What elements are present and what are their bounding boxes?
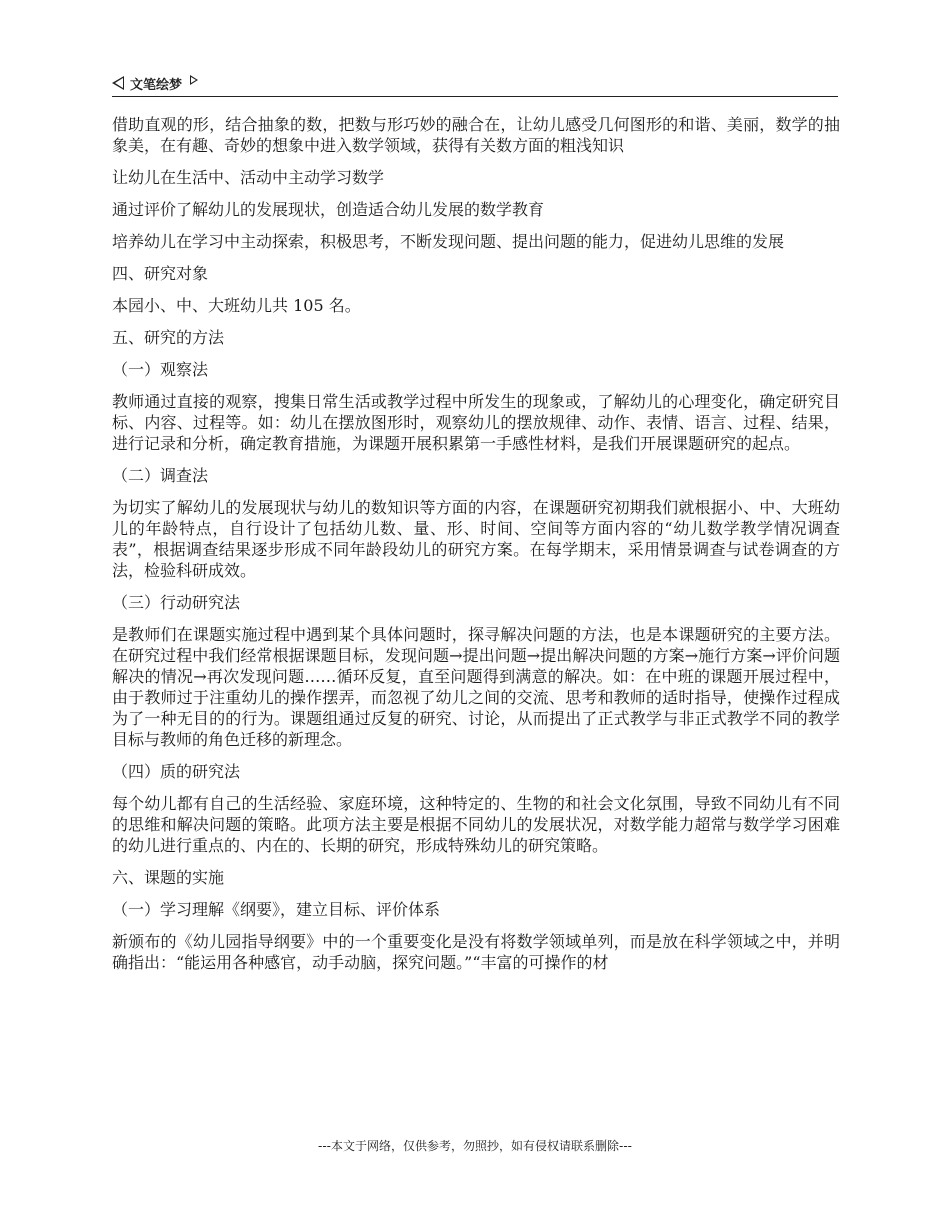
- heading-implementation: 六、课题的实施: [112, 868, 225, 887]
- page-header: [112, 70, 838, 97]
- triangle-right-icon: [190, 75, 198, 85]
- paragraph-qualitative: 每个幼儿都有自己的生活经验、家庭环境，这种特定的、生物的和社会文化氛围，导致不同幼儿有不同的思维和解决问题的策略。此项方法主要是根据不同幼儿的发展状况，对数学能力超常与数学学习困难的幼儿进行重点的、内在的、长期的研究，形成特殊幼儿的研究策略。: [112, 794, 840, 855]
- paragraph-goal-shape-number: 借助直观的形，结合抽象的数，把数与形巧妙的融合在，让幼儿感受几何图形的和谐、美丽，数学的抽象美，在有趣、奇妙的想象中进入数学领域，获得有关数方面的粗浅知识: [112, 115, 840, 155]
- subheading-action-research: （三）行动研究法: [112, 593, 241, 612]
- header-title: 文笔绘梦: [130, 77, 183, 93]
- paragraph-action-research: 是教师们在课题实施过程中遇到某个具体问题时，探寻解决问题的方法，也是本课题研究的主要方法。在研究过程中我们经常根据课题目标，发现问题→提出问题→提出解决问题的方案→施行方案→评价问题解决的情况→再次发现问题……循环反复，直至问题得到满意的解决。如：在中班的课题开展过程中，由于教师过于注重幼儿的操作摆弄，而忽视了幼儿之间的交流、思考和教师的适时指导，使操作过程成为了一种无目的的行为。课题组通过反复的研究、讨论，从而提出了正式教学与非正式教学不同的教学目标与教师的角色迁移的新理念。: [112, 625, 840, 749]
- paragraph-subjects: 本园小、中、大班幼儿共 105 名。: [112, 296, 361, 315]
- paragraph-observation: 教师通过直接的观察，搜集日常生活或教学过程中所发生的现象或，了解幼儿的心理变化，确定研究目标、内容、过程等。如：幼儿在摆放图形时，观察幼儿的摆放规律、动作、表情、语言、过程、结果，进行记录和分析，确定教育措施，为课题开展积累第一手感性材料，是我们开展课题研究的起点。: [112, 392, 840, 453]
- paragraph-goal-evaluation: 通过评价了解幼儿的发展现状，创造适合幼儿发展的数学教育: [112, 200, 545, 219]
- heading-research-subjects: 四、研究对象: [112, 264, 209, 283]
- heading-research-methods: 五、研究的方法: [112, 328, 225, 347]
- paragraph-goal-exploration: 培养幼儿在学习中主动探索，积极思考，不断发现问题、提出问题的能力，促进幼儿思维的发展: [112, 232, 785, 251]
- page-footer: ---本文于网络，仅供参考，勿照抄，如有侵权请联系删除---: [318, 1139, 632, 1153]
- subheading-observation: （一）观察法: [112, 360, 209, 379]
- paragraph-survey: 为切实了解幼儿的发展现状与幼儿的数知识等方面的内容，在课题研究初期我们就根据小、中、大班幼儿的年龄特点，自行设计了包括幼儿数、量、形、时间、空间等方面内容的“幼儿数学教学情况调查表”，根据调查结果逐步形成不同年龄段幼儿的研究方案。在每学期末，采用情景调查与试卷调查的方法，检验科研成效。: [112, 498, 840, 580]
- document-body: [112, 114, 840, 984]
- paragraph-goal-active-learning: 让幼儿在生活中、活动中主动学习数学: [112, 168, 385, 187]
- subheading-qualitative: （四）质的研究法: [112, 762, 241, 781]
- subheading-survey: （二）调查法: [112, 466, 209, 485]
- subheading-outline-study: （一）学习理解《纲要》，建立目标、评价体系: [112, 900, 441, 919]
- paragraph-outline-study: 新颁布的《幼儿园指导纲要》中的一个重要变化是没有将数学领域单列，而是放在科学领域之中，并明确指出：“能运用各种感官，动手动脑，探究问题。”“丰富的可操作的材: [112, 932, 840, 972]
- triangle-left-icon: [112, 76, 124, 90]
